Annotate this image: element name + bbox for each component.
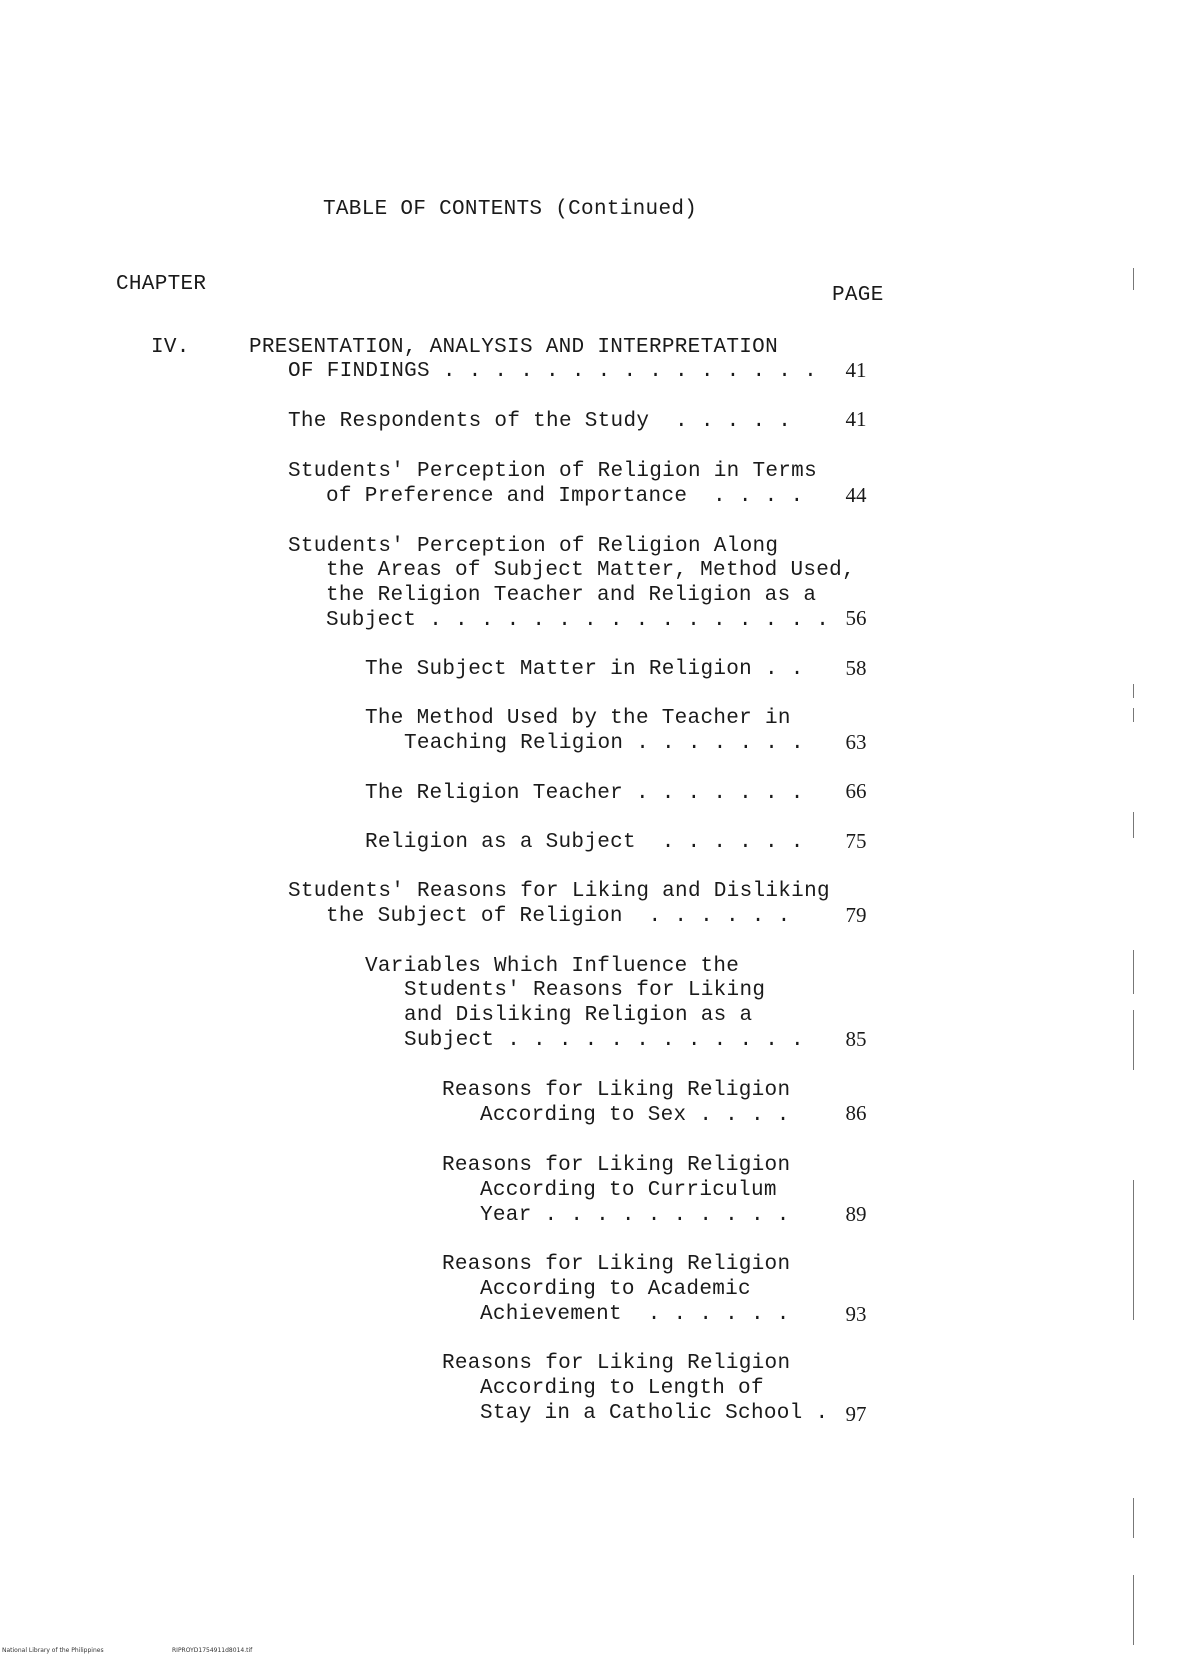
chapter-column-header: CHAPTER [116,273,207,296]
toc-entry-line: Variables Which Influence the [365,955,740,978]
scan-artifact [1133,1498,1134,1538]
toc-entry-line: Religion as a Subject . . . . . . [365,831,804,854]
toc-entry-line: Subject . . . . . . . . . . . . [404,1029,804,1052]
scan-artifact [1133,812,1134,838]
page-title: TABLE OF CONTENTS (Continued) [323,198,698,221]
scan-footer-filename: RIPROYD1754911d8014.tif [172,1647,253,1654]
toc-entry-line: Reasons for Liking Religion [442,1079,791,1102]
page-number: 86 [845,1101,867,1125]
toc-entry-line: Achievement . . . . . . [480,1303,790,1326]
toc-entry-line: the Religion Teacher and Religion as a [326,584,817,607]
toc-entry-line: the Areas of Subject Matter, Method Used, [326,559,855,582]
scan-artifact [1133,684,1134,698]
page-number: 41 [845,407,867,431]
toc-entry-line: According to Length of [480,1377,764,1400]
scan-artifact [1133,708,1134,722]
toc-entry-line: the Subject of Religion . . . . . . [326,905,791,928]
toc-entry-line: The Respondents of the Study . . . . . [288,410,792,433]
toc-entry-line: According to Curriculum [480,1179,777,1202]
scan-artifact [1133,950,1134,994]
toc-entry-line: Stay in a Catholic School . [480,1402,829,1425]
toc-entry-line: Year . . . . . . . . . . [480,1204,790,1227]
chapter-title-line: PRESENTATION, ANALYSIS AND INTERPRETATION [249,336,778,359]
toc-entry-line: Reasons for Liking Religion [442,1154,791,1177]
scan-artifact [1133,268,1134,290]
toc-entry-line: Students' Perception of Religion in Terms [288,460,817,483]
chapter-title-line: OF FINDINGS . . . . . . . . . . . . . . . [288,360,817,383]
scan-artifact [1133,1180,1134,1320]
toc-entry-line: Teaching Religion . . . . . . . [404,732,804,755]
page-number: 44 [845,483,867,507]
toc-entry-line: Reasons for Liking Religion [442,1352,791,1375]
page-number: 56 [845,606,867,630]
toc-entry-line: of Preference and Importance . . . . [326,485,804,508]
page-number: 97 [845,1402,867,1426]
page-number: 58 [845,656,867,680]
toc-entry-line: The Religion Teacher . . . . . . . [365,782,804,805]
scan-footer-library: National Library of the Philippines [2,1647,104,1654]
page-number: 66 [845,779,867,803]
page-number: 85 [845,1027,867,1051]
toc-entry-line: Students' Reasons for Liking [404,979,766,1002]
page-number: 93 [845,1302,867,1326]
page-number: 41 [845,358,867,382]
toc-entry-line: According to Academic [480,1278,751,1301]
page-number: 75 [845,829,867,853]
page-number: 79 [845,903,867,927]
toc-entry-line: Students' Reasons for Liking and Disliking [288,880,830,903]
toc-entry-line: Reasons for Liking Religion [442,1253,791,1276]
toc-entry-line: and Disliking Religion as a [404,1004,753,1027]
toc-entry-line: Subject . . . . . . . . . . . . . . . . [326,609,830,632]
toc-entry-line: According to Sex . . . . [480,1104,790,1127]
chapter-number: IV. [151,336,190,359]
page-number: 89 [845,1202,867,1226]
toc-entry-line: The Method Used by the Teacher in [365,707,791,730]
toc-entry-line: Students' Perception of Religion Along [288,535,779,558]
toc-entry-line: The Subject Matter in Religion . . [365,658,804,681]
page-column-header: PAGE [832,284,884,307]
scan-artifact [1133,1575,1134,1645]
scan-artifact [1133,1010,1134,1070]
page-number: 63 [845,730,867,754]
